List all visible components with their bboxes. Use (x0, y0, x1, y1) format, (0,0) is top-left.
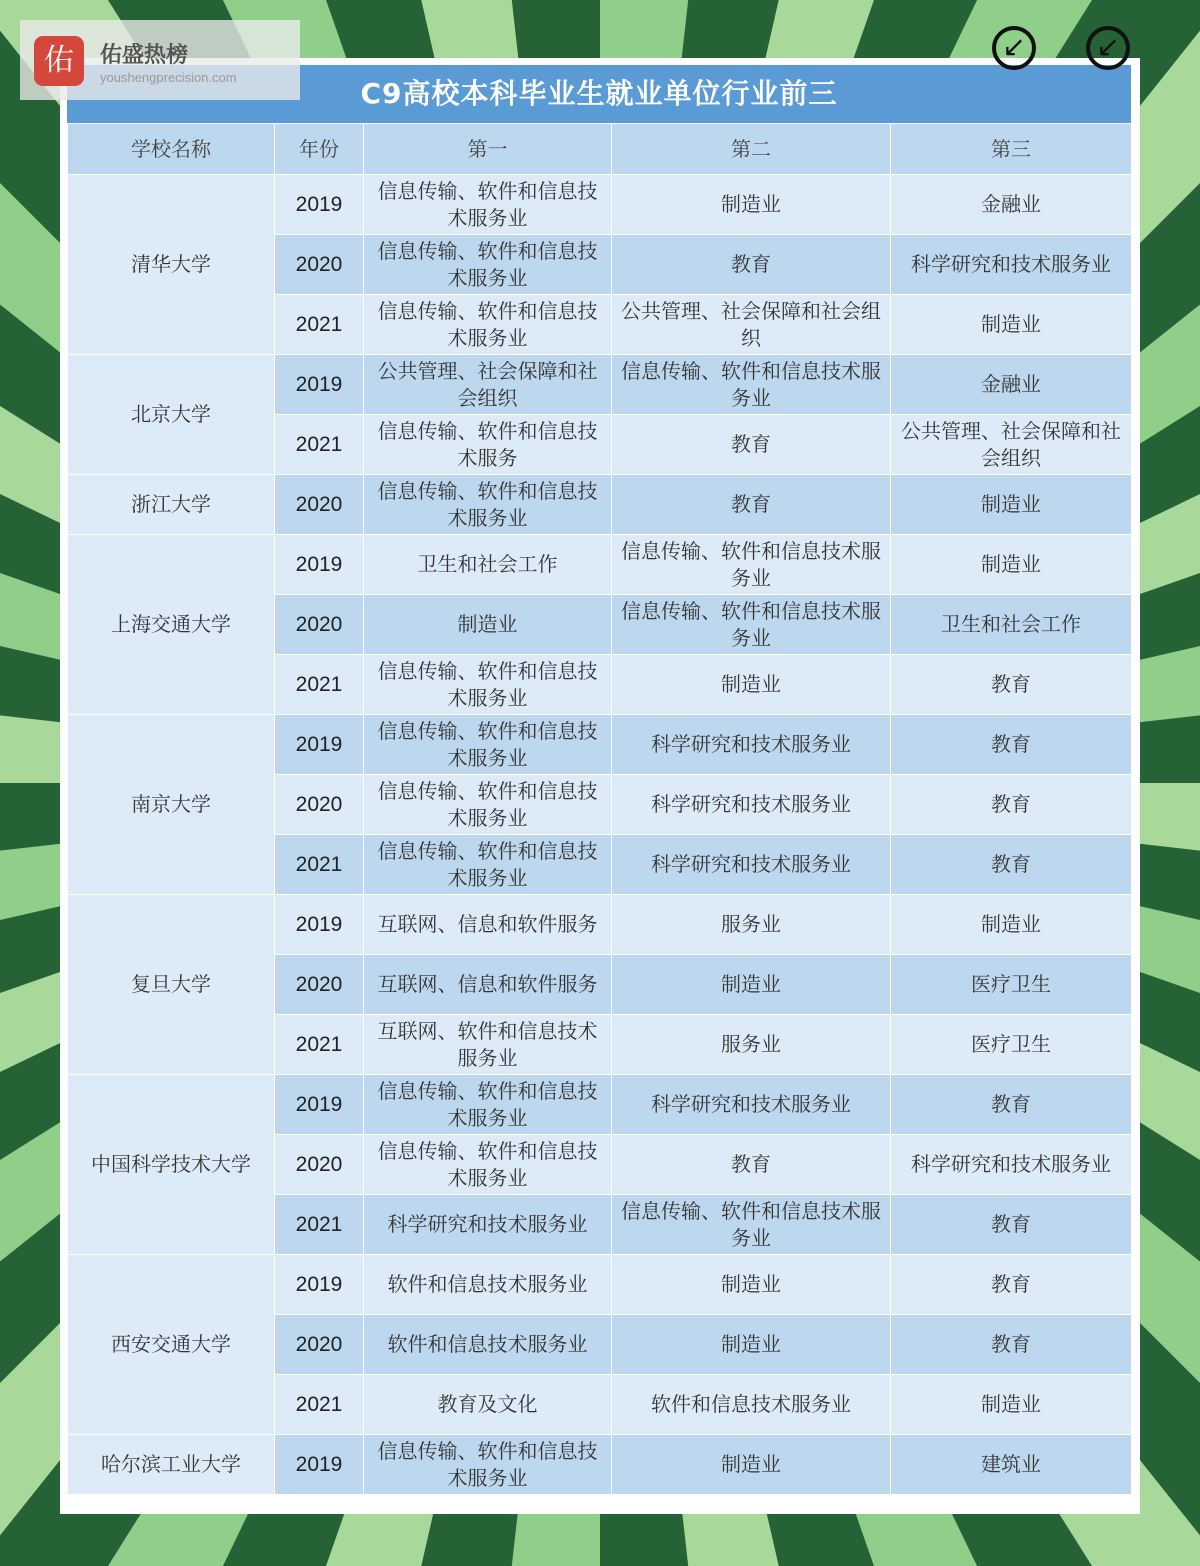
first-industry-cell: 互联网、软件和信息技术服务业 (364, 1015, 612, 1075)
second-industry-cell: 制造业 (612, 955, 891, 1015)
second-industry-cell: 教育 (612, 1135, 891, 1195)
year-cell: 2020 (275, 235, 364, 295)
third-industry-cell: 教育 (891, 1075, 1132, 1135)
year-cell: 2019 (275, 355, 364, 415)
employment-table (67, 123, 1132, 1495)
second-industry-cell: 教育 (612, 235, 891, 295)
table-row (68, 175, 1132, 235)
table-row (68, 1255, 1132, 1315)
school-name-cell: 复旦大学 (68, 895, 275, 1075)
school-name-cell: 南京大学 (68, 715, 275, 895)
watermark-name: 佑盛热榜 (100, 43, 189, 68)
third-industry-cell: 医疗卫生 (891, 1015, 1132, 1075)
header-year: 年份 (275, 124, 364, 175)
year-cell: 2021 (275, 1375, 364, 1435)
third-industry-cell: 医疗卫生 (891, 955, 1132, 1015)
first-industry-cell: 教育及文化 (364, 1375, 612, 1435)
year-cell: 2021 (275, 1015, 364, 1075)
first-industry-cell: 信息传输、软件和信息技术服务业 (364, 1135, 612, 1195)
table-row (68, 1075, 1132, 1135)
third-industry-cell: 金融业 (891, 175, 1132, 235)
watermark-url: youshengprecision.com (100, 70, 237, 85)
header-first: 第一 (364, 124, 612, 175)
first-industry-cell: 软件和信息技术服务业 (364, 1315, 612, 1375)
second-industry-cell: 科学研究和技术服务业 (612, 835, 891, 895)
second-industry-cell: 教育 (612, 475, 891, 535)
third-industry-cell: 制造业 (891, 895, 1132, 955)
year-cell: 2021 (275, 415, 364, 475)
first-industry-cell: 信息传输、软件和信息技术服务业 (364, 175, 612, 235)
year-cell: 2019 (275, 1075, 364, 1135)
third-industry-cell: 卫生和社会工作 (891, 595, 1132, 655)
first-industry-cell: 信息传输、软件和信息技术服务业 (364, 775, 612, 835)
third-industry-cell: 教育 (891, 1315, 1132, 1375)
second-industry-cell: 信息传输、软件和信息技术服务业 (612, 1195, 891, 1255)
school-name-cell: 哈尔滨工业大学 (68, 1435, 275, 1495)
school-name-cell: 清华大学 (68, 175, 275, 355)
first-industry-cell: 科学研究和技术服务业 (364, 1195, 612, 1255)
year-cell: 2021 (275, 295, 364, 355)
back-circle-icon[interactable]: ↙ (1086, 26, 1130, 70)
school-name-cell: 浙江大学 (68, 475, 275, 535)
school-name-cell: 北京大学 (68, 355, 275, 475)
second-industry-cell: 公共管理、社会保障和社会组织 (612, 295, 891, 355)
second-industry-cell: 信息传输、软件和信息技术服务业 (612, 535, 891, 595)
third-industry-cell: 教育 (891, 715, 1132, 775)
second-industry-cell: 服务业 (612, 1015, 891, 1075)
second-industry-cell: 教育 (612, 415, 891, 475)
table-row (68, 475, 1132, 535)
first-industry-cell: 信息传输、软件和信息技术服务业 (364, 715, 612, 775)
year-cell: 2021 (275, 655, 364, 715)
year-cell: 2019 (275, 1255, 364, 1315)
table-row (68, 715, 1132, 775)
first-industry-cell: 互联网、信息和软件服务 (364, 955, 612, 1015)
year-cell: 2021 (275, 1195, 364, 1255)
third-industry-cell: 教育 (891, 1195, 1132, 1255)
year-cell: 2021 (275, 835, 364, 895)
first-industry-cell: 信息传输、软件和信息技术服务业 (364, 1075, 612, 1135)
first-industry-cell: 互联网、信息和软件服务 (364, 895, 612, 955)
year-cell: 2020 (275, 595, 364, 655)
first-industry-cell: 公共管理、社会保障和社会组织 (364, 355, 612, 415)
header-third: 第三 (891, 124, 1132, 175)
third-industry-cell: 科学研究和技术服务业 (891, 235, 1132, 295)
second-industry-cell: 制造业 (612, 655, 891, 715)
table-row (68, 1435, 1132, 1495)
first-industry-cell: 信息传输、软件和信息技术服务业 (364, 475, 612, 535)
year-cell: 2019 (275, 715, 364, 775)
year-cell: 2020 (275, 1135, 364, 1195)
school-name-cell: 西安交通大学 (68, 1255, 275, 1435)
second-industry-cell: 科学研究和技术服务业 (612, 775, 891, 835)
year-cell: 2020 (275, 1315, 364, 1375)
third-industry-cell: 制造业 (891, 535, 1132, 595)
third-industry-cell: 教育 (891, 835, 1132, 895)
header-second: 第二 (612, 124, 891, 175)
table-row (68, 895, 1132, 955)
second-industry-cell: 科学研究和技术服务业 (612, 715, 891, 775)
table-body (68, 175, 1132, 1495)
school-name-cell: 中国科学技术大学 (68, 1075, 275, 1255)
table-panel (60, 58, 1140, 1514)
second-industry-cell: 科学研究和技术服务业 (612, 1075, 891, 1135)
year-cell: 2019 (275, 175, 364, 235)
watermark-logo: 佑 (34, 36, 84, 86)
second-industry-cell: 信息传输、软件和信息技术服务业 (612, 595, 891, 655)
first-industry-cell: 信息传输、软件和信息技术服务业 (364, 1435, 612, 1495)
first-industry-cell: 信息传输、软件和信息技术服务业 (364, 295, 612, 355)
third-industry-cell: 科学研究和技术服务业 (891, 1135, 1132, 1195)
year-cell: 2020 (275, 955, 364, 1015)
third-industry-cell: 教育 (891, 775, 1132, 835)
back-circle-icon[interactable]: ↙ (992, 26, 1036, 70)
year-cell: 2020 (275, 475, 364, 535)
table-row (68, 355, 1132, 415)
table-row (68, 535, 1132, 595)
first-industry-cell: 信息传输、软件和信息技术服务业 (364, 235, 612, 295)
year-cell: 2019 (275, 895, 364, 955)
second-industry-cell: 信息传输、软件和信息技术服务业 (612, 355, 891, 415)
second-industry-cell: 制造业 (612, 1315, 891, 1375)
watermark (20, 20, 300, 100)
first-industry-cell: 信息传输、软件和信息技术服务 (364, 415, 612, 475)
third-industry-cell: 制造业 (891, 295, 1132, 355)
third-industry-cell: 建筑业 (891, 1435, 1132, 1495)
first-industry-cell: 信息传输、软件和信息技术服务业 (364, 835, 612, 895)
school-name-cell: 上海交通大学 (68, 535, 275, 715)
second-industry-cell: 制造业 (612, 175, 891, 235)
table-title: C9高校本科毕业生就业单位行业前三 (67, 65, 1131, 123)
second-industry-cell: 软件和信息技术服务业 (612, 1375, 891, 1435)
third-industry-cell: 制造业 (891, 475, 1132, 535)
second-industry-cell: 制造业 (612, 1435, 891, 1495)
third-industry-cell: 制造业 (891, 1375, 1132, 1435)
first-industry-cell: 软件和信息技术服务业 (364, 1255, 612, 1315)
first-industry-cell: 卫生和社会工作 (364, 535, 612, 595)
year-cell: 2019 (275, 535, 364, 595)
third-industry-cell: 教育 (891, 655, 1132, 715)
year-cell: 2019 (275, 1435, 364, 1495)
first-industry-cell: 信息传输、软件和信息技术服务业 (364, 655, 612, 715)
first-industry-cell: 制造业 (364, 595, 612, 655)
header-school: 学校名称 (68, 124, 275, 175)
third-industry-cell: 公共管理、社会保障和社会组织 (891, 415, 1132, 475)
table-header-row (68, 124, 1132, 175)
third-industry-cell: 教育 (891, 1255, 1132, 1315)
second-industry-cell: 服务业 (612, 895, 891, 955)
third-industry-cell: 金融业 (891, 355, 1132, 415)
second-industry-cell: 制造业 (612, 1255, 891, 1315)
year-cell: 2020 (275, 775, 364, 835)
